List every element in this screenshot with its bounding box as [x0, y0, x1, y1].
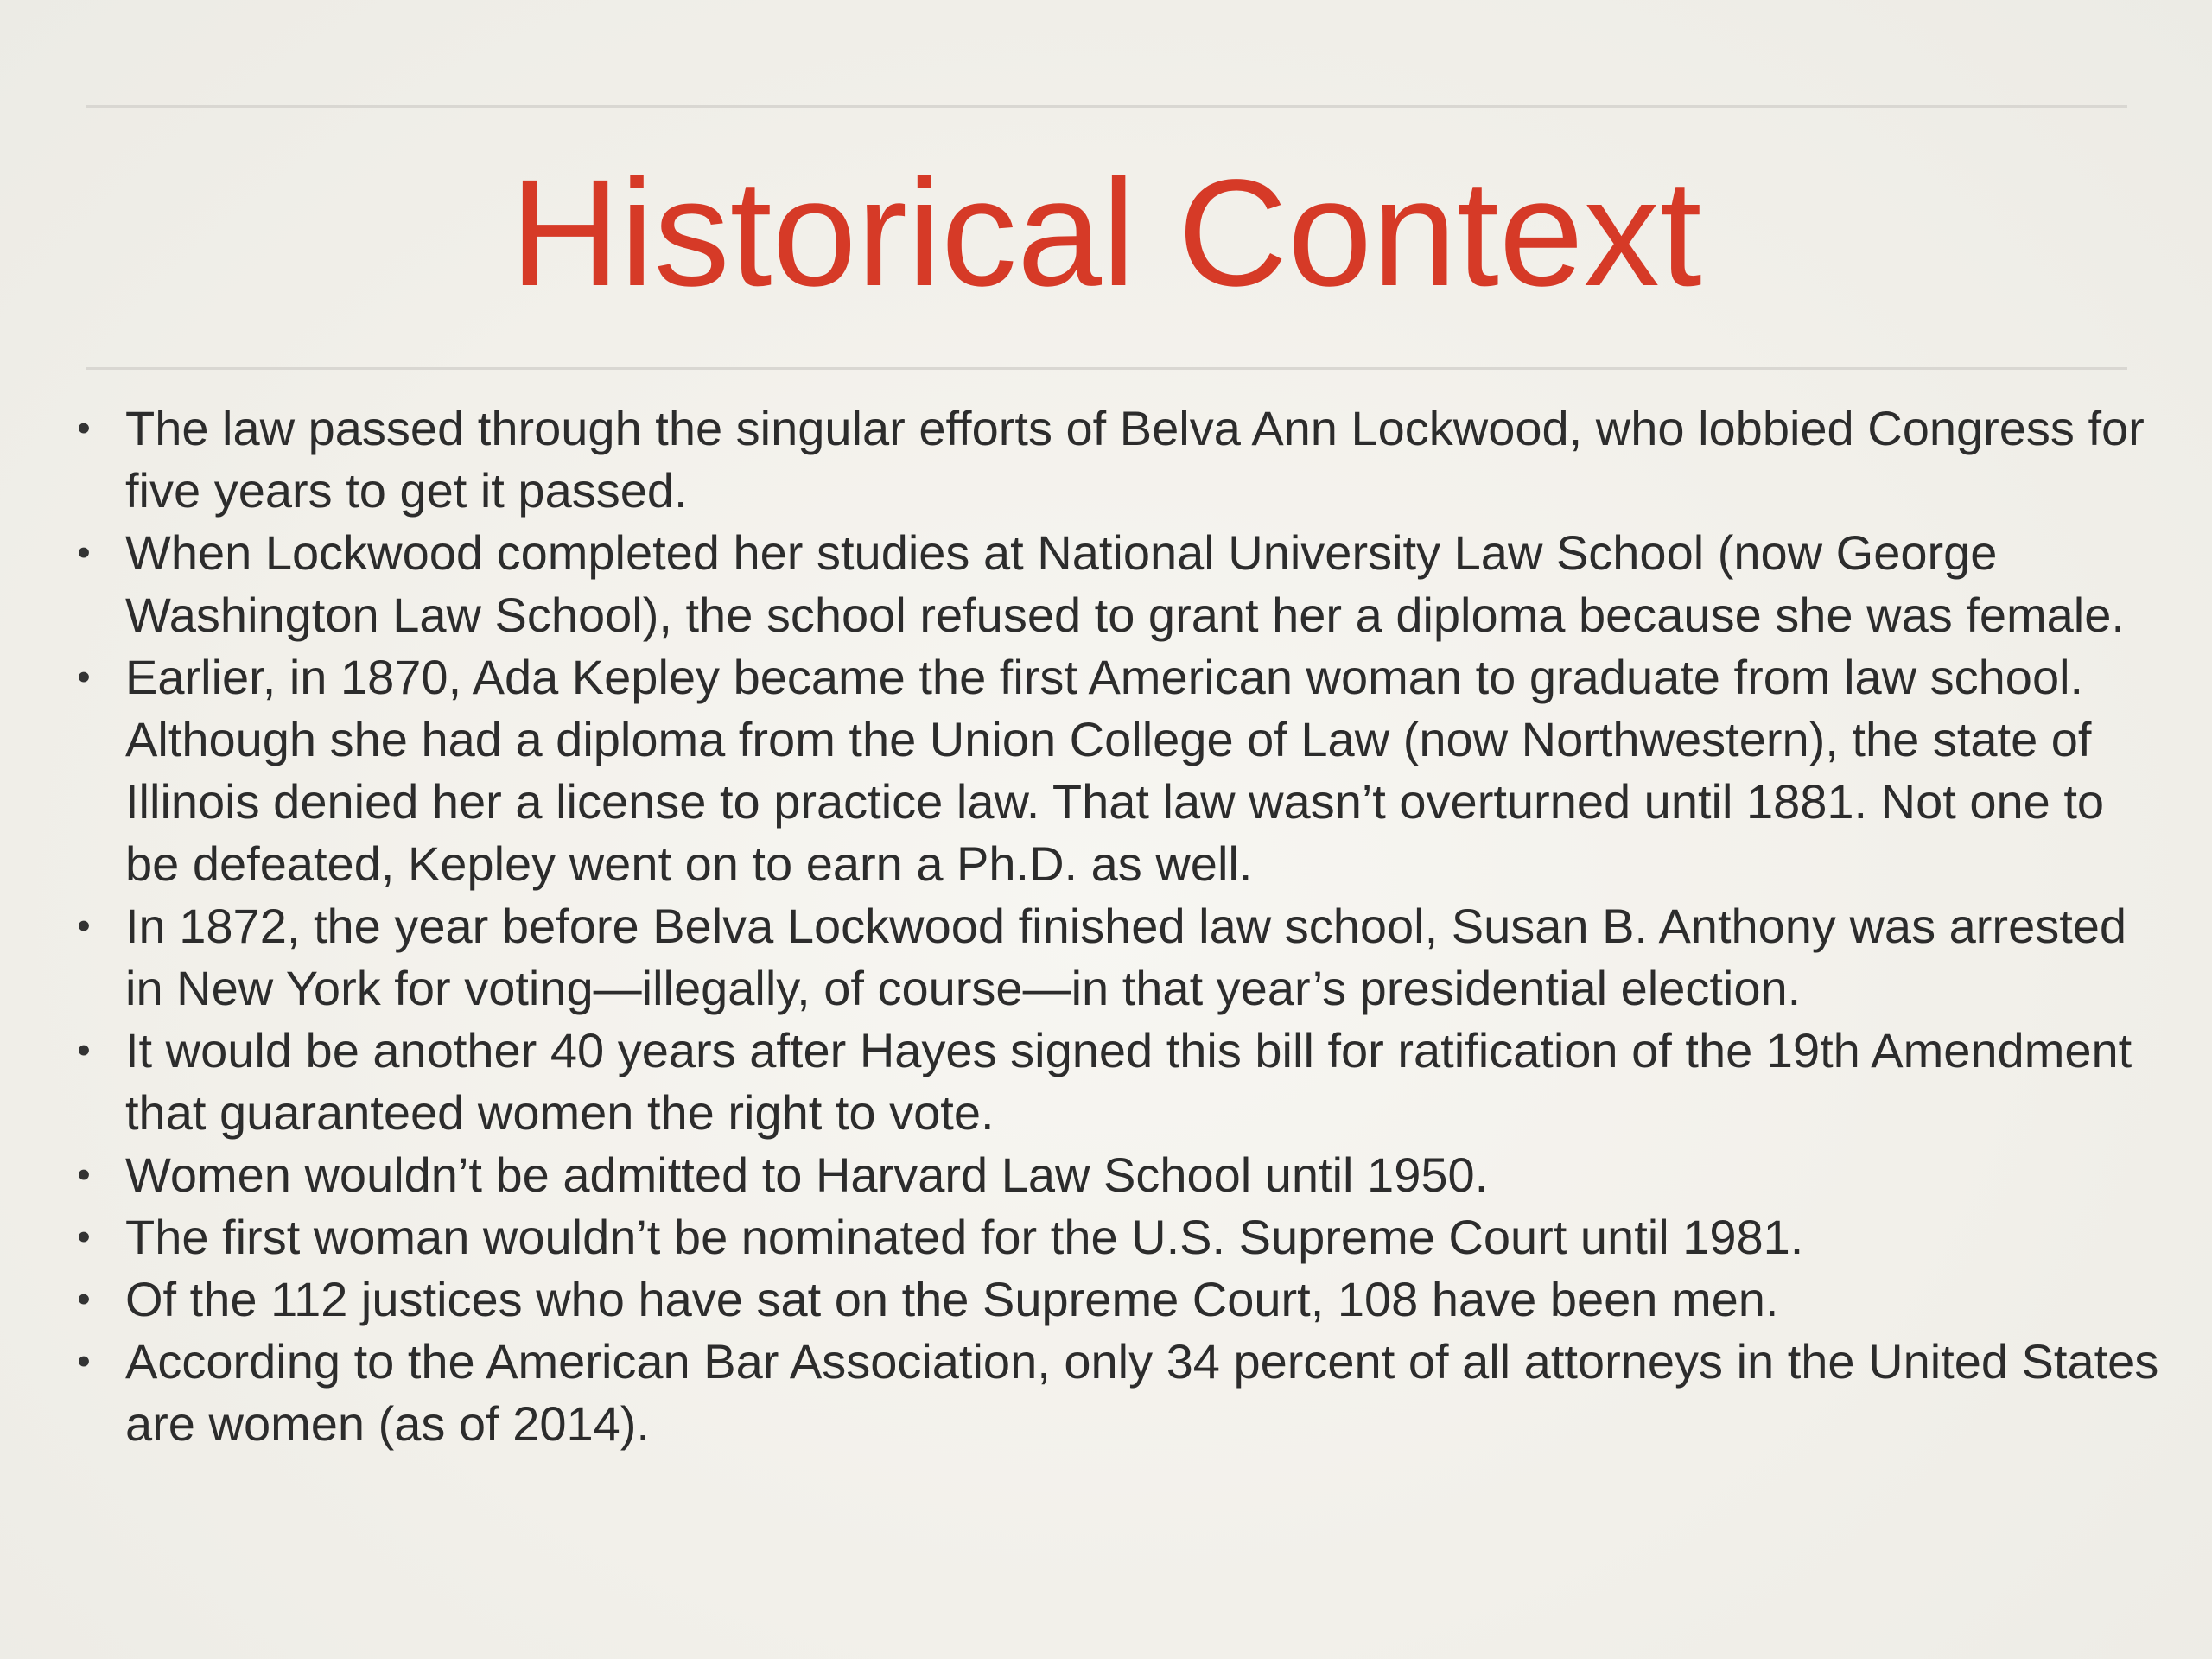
bullet-text: Women wouldn’t be admitted to Harvard Law School until 1950.: [125, 1147, 1489, 1202]
bullet-text: It would be another 40 years after Hayes signed this bill for ratification of the 19th Amendment that guaranteed women the right to vote.: [125, 1023, 2133, 1140]
bullet-item: [69, 522, 2160, 646]
bullet-text: Of the 112 justices who have sat on the Supreme Court, 108 have been men.: [125, 1272, 1779, 1326]
slide-title: Historical Context: [510, 149, 1702, 318]
bullet-text: In 1872, the year before Belva Lockwood finished law school, Susan B. Anthony was arrested in New York for voting—illegally, of course—in that year’s presidential election.: [125, 899, 2127, 1015]
bullet-item: [69, 1020, 2160, 1144]
bullet-list: [69, 397, 2160, 1455]
bullet-item: [69, 397, 2160, 522]
bullet-icon: •: [77, 1278, 91, 1320]
bullet-item: [69, 1144, 2160, 1206]
top-divider: [86, 105, 2127, 108]
bullet-icon: •: [77, 407, 91, 449]
bullet-icon: •: [77, 656, 91, 698]
bullet-text: The first woman wouldn’t be nominated for the U.S. Supreme Court until 1981.: [125, 1210, 1804, 1264]
bullet-icon: •: [77, 1029, 91, 1071]
bullet-text: According to the American Bar Association, only 34 percent of all attorneys in the United States are women (as of 2014).: [125, 1334, 2159, 1451]
bullet-item: [69, 1268, 2160, 1331]
bullet-icon: •: [77, 905, 91, 947]
bullet-item: [69, 1206, 2160, 1268]
bullet-text: Earlier, in 1870, Ada Kepley became the first American woman to graduate from law school. Although she had a diploma from the Union College of Law (now Northwestern), the state of Illinois denied her a license to practice law. That law wasn’t overturned until 1881. Not one to be defeated, Kepley went on to earn a Ph.D. as well.: [125, 650, 2105, 891]
bullet-text: When Lockwood completed her studies at National University Law School (now George Washington Law School), the school refused to grant her a diploma because she was female.: [125, 525, 2125, 642]
bullet-text: The law passed through the singular efforts of Belva Ann Lockwood, who lobbied Congress for five years to get it passed.: [125, 401, 2145, 518]
bullet-icon: •: [77, 1340, 91, 1382]
bullet-icon: •: [77, 1154, 91, 1196]
bullet-icon: •: [77, 531, 91, 574]
title-divider: [86, 367, 2127, 370]
bullet-item: [69, 646, 2160, 895]
bullet-item: [69, 1331, 2160, 1455]
bullet-item: [69, 895, 2160, 1020]
bullet-icon: •: [77, 1216, 91, 1258]
